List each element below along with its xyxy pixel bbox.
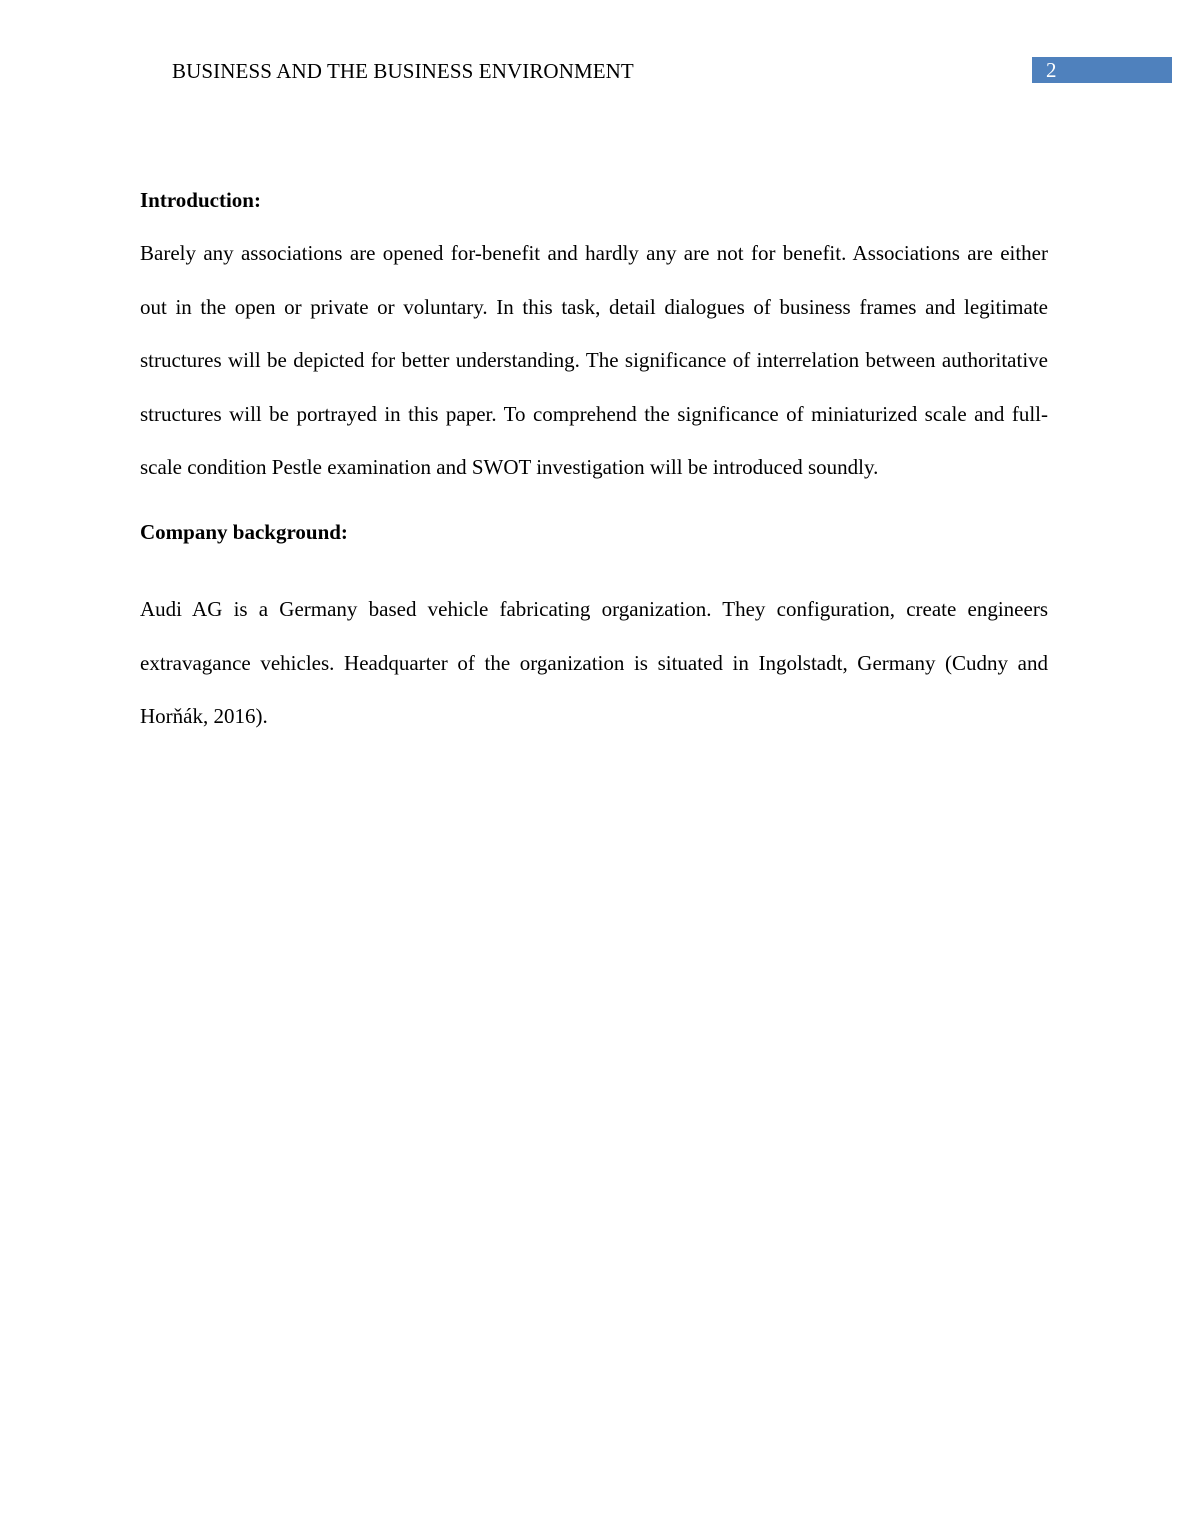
running-head: BUSINESS AND THE BUSINESS ENVIRONMENT xyxy=(172,59,634,83)
body-content xyxy=(140,180,1048,744)
page-number: 2 xyxy=(1046,58,1057,82)
page-number-box xyxy=(1032,57,1172,83)
introduction-paragraph: Barely any associations are opened for-benefit and hardly any are not for benefit. Associations are either out in the open or private or voluntary. In this task, detail dialogues of business frames and legitimate structures will be depicted for better understanding. The significance of interrelation between authoritative structures will be portrayed in this paper. To comprehend the significance of miniaturized scale and full-scale condition Pestle examination and SWOT investigation will be introduced soundly. xyxy=(140,241,1048,480)
company-background-heading: Company background: xyxy=(140,519,348,544)
introduction-heading: Introduction: xyxy=(140,188,261,212)
company-background-paragraph: Audi AG is a Germany based vehicle fabricating organization. They configuration, create engineers extravagance vehicles. Headquarter of the organization is situated in Ingolstadt, Germany (Cudny and Horňák, 2016). xyxy=(140,596,1048,729)
